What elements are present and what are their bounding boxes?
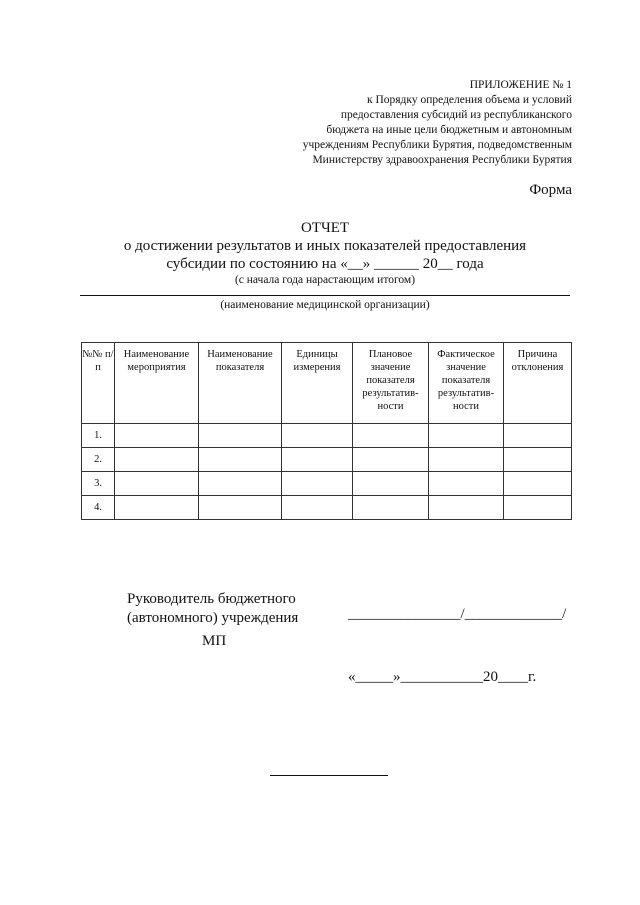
table-cell[interactable] — [282, 424, 353, 448]
appendix-line: Министерству здравоохранения Республики Бурятия — [312, 154, 572, 166]
table-cell[interactable] — [115, 448, 199, 472]
table-cell[interactable] — [504, 448, 572, 472]
table-cell[interactable] — [199, 448, 282, 472]
table-cell[interactable] — [353, 472, 429, 496]
form-label: Форма — [529, 182, 572, 198]
table-cell[interactable] — [282, 472, 353, 496]
table-cell[interactable] — [199, 424, 282, 448]
row-number: 4. — [82, 496, 115, 520]
table-cell[interactable] — [115, 424, 199, 448]
appendix-line: к Порядку определения объема и условий — [367, 94, 572, 106]
table-cell[interactable] — [115, 496, 199, 520]
signature-fields[interactable]: _______________/_____________/ — [348, 606, 567, 622]
table-cell[interactable] — [429, 496, 504, 520]
header-cell-units: Единицы измерения — [282, 343, 353, 424]
table-cell[interactable] — [199, 472, 282, 496]
header-cell-activity: Наименование мероприятия — [115, 343, 199, 424]
title-main: ОТЧЕТ — [300, 220, 350, 236]
header-cell-indicator: Наименование показателя — [199, 343, 282, 424]
header-cell-number: №№ п/п — [82, 343, 115, 424]
table-cell[interactable] — [504, 424, 572, 448]
table-row — [82, 424, 572, 448]
table-cell[interactable] — [353, 496, 429, 520]
report-title — [80, 219, 570, 288]
appendix-header — [242, 78, 572, 168]
header-cell-reason: Причина отклонения — [504, 343, 572, 424]
table-cell[interactable] — [504, 472, 572, 496]
title-line-1: о достижении результатов и иных показателей предоставления — [123, 238, 527, 254]
head-label-line-2: (автономного) учреждения — [127, 610, 299, 626]
table-cell[interactable] — [353, 424, 429, 448]
table-cell[interactable] — [504, 496, 572, 520]
row-number: 3. — [82, 472, 115, 496]
appendix-line: предоставления субсидий из республиканского — [340, 109, 572, 121]
appendix-line: учреждениям Республики Бурятия, подведомственным — [302, 139, 572, 151]
header-cell-actual: Фактическое значение показателя результатив-ности — [429, 343, 504, 424]
table-row — [82, 472, 572, 496]
table-row — [82, 496, 572, 520]
table-cell[interactable] — [199, 496, 282, 520]
table-cell[interactable] — [429, 424, 504, 448]
table-cell[interactable] — [282, 496, 353, 520]
row-number: 1. — [82, 424, 115, 448]
date-fields[interactable]: «_____»___________20____г. — [348, 669, 537, 685]
title-line-2: субсидии по состоянию на «__» ______ 20__ года — [166, 256, 484, 272]
appendix-line: ПРИЛОЖЕНИЕ № 1 — [469, 79, 572, 91]
org-caption: (наименование медицинской организации) — [220, 299, 430, 311]
table-cell[interactable] — [115, 472, 199, 496]
table-cell[interactable] — [429, 472, 504, 496]
head-of-institution-label — [127, 590, 298, 628]
report-table — [81, 342, 572, 520]
table-row — [82, 448, 572, 472]
table-cell[interactable] — [353, 448, 429, 472]
row-number: 2. — [82, 448, 115, 472]
table-header-row — [82, 343, 572, 424]
org-name-line — [80, 295, 570, 296]
head-label-line-1: Руководитель бюджетного — [127, 591, 296, 607]
stamp-placeholder: МП — [202, 633, 227, 649]
header-cell-planned: Плановое значение показателя результатив-ности — [353, 343, 429, 424]
appendix-line: бюджета на иные цели бюджетным и автономным — [326, 124, 572, 136]
footer-line — [270, 775, 388, 776]
title-note: (с начала года нарастающим итогом) — [234, 274, 416, 286]
table-cell[interactable] — [282, 448, 353, 472]
table-cell[interactable] — [429, 448, 504, 472]
